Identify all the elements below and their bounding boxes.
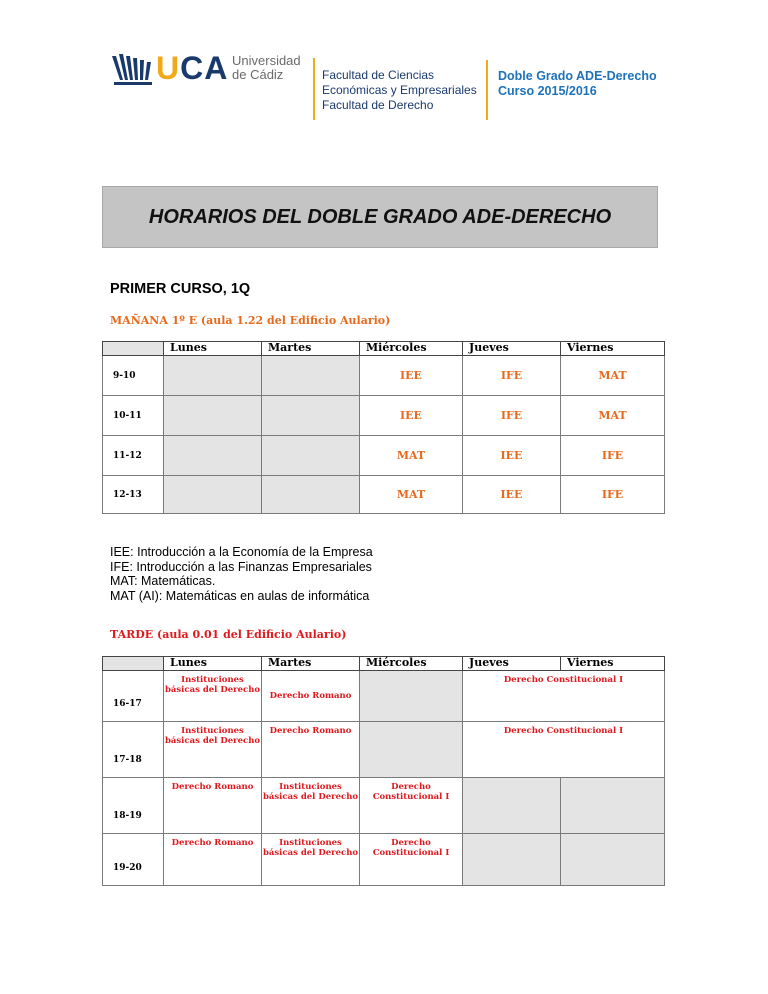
day-header: Martes <box>262 342 360 356</box>
class-cell: MAT <box>561 396 665 436</box>
afternoon-heading: TARDE (aula 0.01 del Edificio Aulario) <box>110 628 347 641</box>
day-header: Jueves <box>463 342 561 356</box>
class-cell: MAT <box>360 476 463 514</box>
day-header: Jueves <box>463 657 561 671</box>
empty-slot <box>360 671 463 722</box>
class-cell: Instituciones básicas del Derecho <box>164 671 262 722</box>
day-header: Viernes <box>561 342 665 356</box>
empty-slot <box>463 834 561 886</box>
empty-slot <box>164 396 262 436</box>
day-header: Viernes <box>561 657 665 671</box>
abbreviation-legend <box>110 545 373 603</box>
empty-slot <box>463 778 561 834</box>
class-cell: IFE <box>463 396 561 436</box>
empty-slot <box>164 356 262 396</box>
empty-slot <box>561 778 665 834</box>
day-header: Lunes <box>164 657 262 671</box>
time-cell: 17-18 <box>103 722 164 778</box>
table-row <box>103 834 665 886</box>
table-row <box>103 722 665 778</box>
day-header: Miércoles <box>360 657 463 671</box>
header-divider-1 <box>313 58 315 120</box>
class-cell: MAT <box>360 436 463 476</box>
empty-slot <box>164 436 262 476</box>
morning-schedule-table <box>102 341 665 514</box>
section-heading: PRIMER CURSO, 1Q <box>110 281 251 297</box>
university-name: Universidad de Cádiz <box>232 53 301 82</box>
class-cell: Derecho Constitucional I <box>360 834 463 886</box>
table-row <box>103 476 665 514</box>
degree-text: Doble Grado ADE-Derecho Curso 2015/2016 <box>498 69 657 98</box>
table-row <box>103 778 665 834</box>
header-divider-2 <box>486 60 488 120</box>
uca-logotype: UCA <box>156 50 229 86</box>
empty-slot <box>360 722 463 778</box>
empty-slot <box>164 476 262 514</box>
corner-cell <box>103 657 164 671</box>
class-cell: IFE <box>561 476 665 514</box>
table-header-row <box>103 657 665 671</box>
class-cell: Instituciones básicas del Derecho <box>262 834 360 886</box>
uca-logo <box>110 48 310 92</box>
page-title: HORARIOS DEL DOBLE GRADO ADE-DERECHO <box>148 205 612 228</box>
class-cell: Derecho Romano <box>262 671 360 722</box>
class-cell: IEE <box>360 396 463 436</box>
class-cell: Derecho Romano <box>164 778 262 834</box>
time-cell: 12-13 <box>103 476 164 514</box>
time-cell: 11-12 <box>103 436 164 476</box>
day-header: Miércoles <box>360 342 463 356</box>
class-cell: IFE <box>463 356 561 396</box>
class-cell: Derecho Constitucional I <box>463 722 665 778</box>
legend-item: IEE: Introducción a la Economía de la Empresa <box>110 545 373 559</box>
empty-slot <box>262 396 360 436</box>
page-title-box <box>102 186 658 248</box>
day-header: Lunes <box>164 342 262 356</box>
time-cell: 19-20 <box>103 834 164 886</box>
table-row <box>103 356 665 396</box>
afternoon-schedule-table <box>102 656 665 886</box>
class-cell: Derecho Constitucional I <box>463 671 665 722</box>
class-cell: Instituciones básicas del Derecho <box>262 778 360 834</box>
table-row <box>103 671 665 722</box>
time-cell: 16-17 <box>103 671 164 722</box>
morning-heading: MAÑANA 1º E (aula 1.22 del Edificio Aulario) <box>110 314 391 327</box>
class-cell: IEE <box>463 476 561 514</box>
faculties-text: Facultad de Ciencias Económicas y Empresariales Facultad de Derecho <box>322 68 477 112</box>
class-cell: Derecho Romano <box>164 834 262 886</box>
table-row <box>103 396 665 436</box>
table-header-row <box>103 342 665 356</box>
class-cell: Derecho Constitucional I <box>360 778 463 834</box>
legend-item: IFE: Introducción a las Finanzas Empresariales <box>110 559 372 574</box>
class-cell: IEE <box>463 436 561 476</box>
empty-slot <box>262 436 360 476</box>
time-cell: 9-10 <box>103 356 164 396</box>
legend-item: MAT: Matemáticas. <box>110 574 216 588</box>
empty-slot <box>262 476 360 514</box>
day-header: Martes <box>262 657 360 671</box>
time-cell: 18-19 <box>103 778 164 834</box>
empty-slot <box>262 356 360 396</box>
empty-slot <box>561 834 665 886</box>
class-cell: Instituciones básicas del Derecho <box>164 722 262 778</box>
legend-item: MAT (AI): Matemáticas en aulas de informática <box>110 588 370 603</box>
corner-cell <box>103 342 164 356</box>
class-cell: IFE <box>561 436 665 476</box>
class-cell: MAT <box>561 356 665 396</box>
table-row <box>103 436 665 476</box>
time-cell: 10-11 <box>103 396 164 436</box>
class-cell: Derecho Romano <box>262 722 360 778</box>
class-cell: IEE <box>360 356 463 396</box>
uca-emblem-icon <box>110 50 154 90</box>
